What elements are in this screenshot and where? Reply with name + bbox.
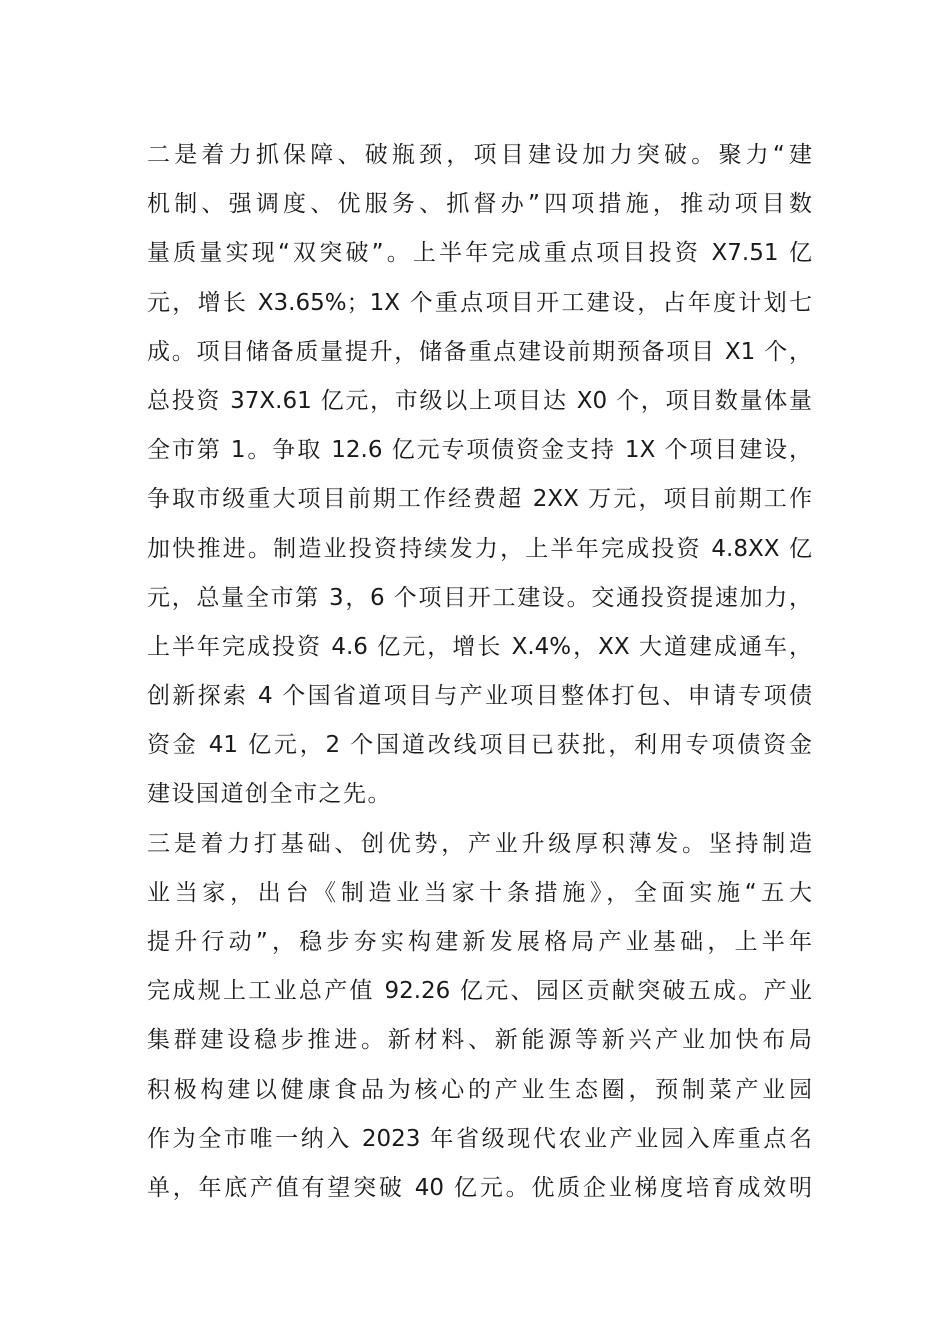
text-line: 元，增长 X3.65%；1X 个重点项目开工建设，占年度计划七 [147,289,812,316]
text-line: 创新探索 4 个国省道项目与产业项目整体打包、申请专项债 [147,683,812,710]
text-line: 建设国道创全市之先。 [147,781,392,808]
text-line: 三是着力打基础、创优势，产业升级厚积薄发。坚持制造 [147,830,812,857]
text-line: 二是着力抓保障、破瓶颈，项目建设加力突破。聚力“建 [147,142,812,168]
text-line: 成。项目储备质量提升，储备重点建设前期预备项目 X1 个， [147,338,812,365]
text-line: 提升行动”，稳步夯实构建新发展格局产业基础，上半年 [147,929,812,955]
text-line: 加快推进。制造业投资持续发力，上半年完成投资 4.8XX 亿 [147,535,812,562]
text-line: 全市第 1。争取 12.6 亿元专项债资金支持 1X 个项目建设， [147,437,812,464]
text-line: 完成规上工业总产值 92.26 亿元、园区贡献突破五成。产业 [147,978,812,1005]
text-line: 作为全市唯一纳入 2023 年省级现代农业产业园入库重点名 [147,1125,812,1152]
text-line: 元，总量全市第 3，6 个项目开工建设。交通投资提速加力， [147,584,812,611]
paragraph-2 [147,131,812,820]
text-line: 集群建设稳步推进。新材料、新能源等新兴产业加快布局 [147,1027,812,1054]
document-body [147,131,812,1213]
text-line: 上半年完成投资 4.6 亿元，增长 X.4%，XX 大道建成通车， [147,633,812,660]
text-line: 积极构建以健康食品为核心的产业生态圈，预制菜产业园 [147,1076,812,1103]
text-line: 资金 41 亿元，2 个国道改线项目已获批，利用专项债资金 [147,732,812,759]
text-line: 总投资 37X.61 亿元，市级以上项目达 X0 个，项目数量体量 [147,387,812,414]
text-line: 业当家，出台《制造业当家十条措施》，全面实施“五大 [147,879,812,906]
text-line: 单，年底产值有望突破 40 亿元。优质企业梯度培育成效明 [147,1174,812,1201]
text-line: 机制、强调度、优服务、抓督办”四项措施，推动项目数 [147,191,812,218]
paragraph-3 [147,820,812,1214]
text-line: 量质量实现“双突破”。上半年完成重点项目投资 X7.51 亿 [147,240,812,267]
text-line: 争取市级重大项目前期工作经费超 2XX 万元，项目前期工作 [147,486,812,513]
